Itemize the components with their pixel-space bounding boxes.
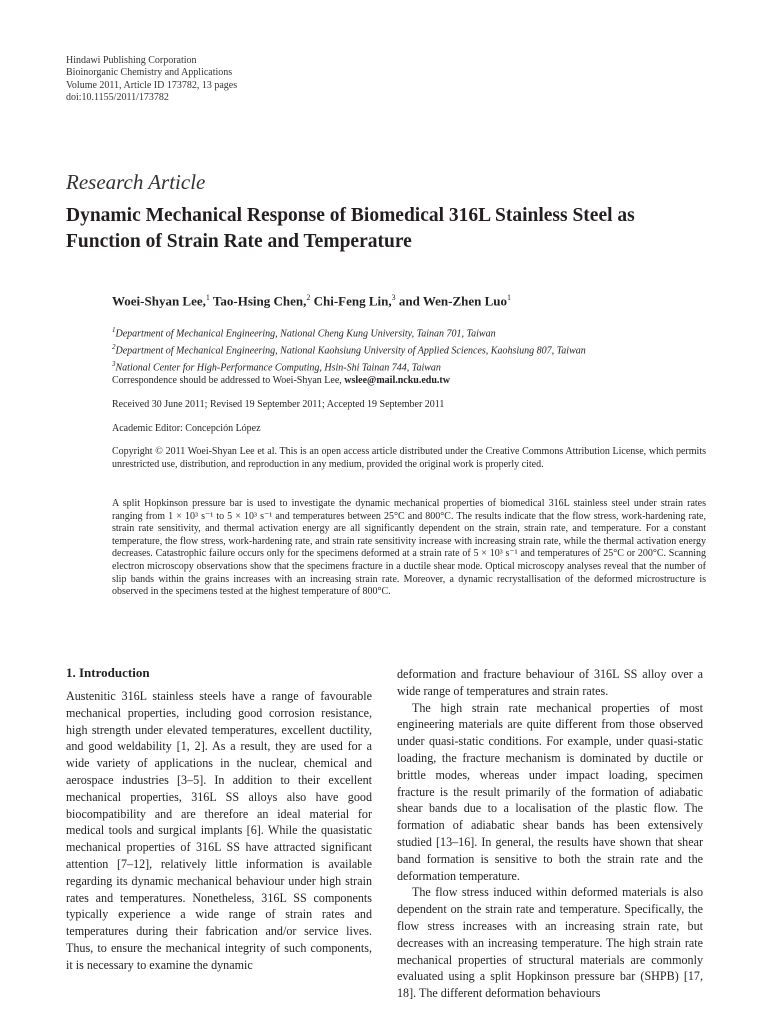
journal-name: Bioinorganic Chemistry and Applications — [66, 67, 233, 79]
right-column — [397, 666, 703, 1002]
doi[interactable]: doi:10.1155/2011/173782 — [66, 91, 169, 103]
correspondence-text: Correspondence should be addressed to Woei-Shyan Lee, — [112, 375, 345, 386]
paragraph: deformation and fracture behaviour of 316L SS alloy over a wide range of temperatures and strain rates. — [397, 667, 703, 698]
author-name: and Wen-Zhen Luo — [395, 293, 508, 309]
author-name: Woei-Shyan Lee, — [112, 293, 206, 309]
article-type: Research Article — [66, 170, 206, 194]
affiliation-number: 1 — [112, 326, 116, 334]
affiliation-number: 2 — [112, 342, 116, 351]
left-column — [66, 688, 372, 974]
paper-title: Dynamic Mechanical Response of Biomedical 316L Stainless Steel as Function of Strain Rate and Temperature — [66, 205, 635, 252]
copyright-notice: Copyright © 2011 Woei-Shyan Lee et al. This is an open access article distributed under the Creative Commons Attribution License, which permits unrestricted use, distribution, and reproduction in any medium, provided the original work is properly cited. — [112, 446, 706, 470]
paragraph: The flow stress induced within deformed materials is also dependent on the strain rate and temperature. Specifically, the flow stress increases with an increasing strain rate, but decreases with an increasing temperature. The high strain rate mechanical properties of structural materials are commonly evaluated using a split Hopkinson pressure bar (SHPB) [17, 18]. The different deformation behaviours — [397, 885, 703, 1001]
abstract — [112, 498, 706, 599]
volume-info: Volume 2011, Article ID 173782, 13 pages — [66, 79, 238, 91]
affiliation-text: Department of Mechanical Engineering, National Cheng Kung University, Tainan 701, Taiwan — [115, 328, 496, 340]
affiliation-text: National Center for High-Performance Computing, Hsin-Shi Tainan 744, Taiwan — [115, 361, 441, 373]
history-dates: Received 30 June 2011; Revised 19 September 2011; Accepted 19 September 2011 — [112, 399, 445, 410]
author-name: Tao-Hsing Chen, — [209, 293, 307, 309]
paragraph: Austenitic 316L stainless steels have a range of favourable mechanical properties, including good corrosion resistance, high strength under elevated temperatures, excellent ductility, and good weldability [1, 2]. As a result, they are used for a wide variety of applications in the nuclear, chemical and aerospace industries [3–5]. In addition to their excellent mechanical properties, 316L SS alloys also have good biocompatibility and are therefore an ideal material for medical tools and surgical implants [6]. While the quasistatic mechanical properties of 316L SS have attracted significant attention [7–12], relatively little information is available regarding its dynamic mechanical behaviour under high strain rates and temperatures. Nonetheless, 316L SS components typically experience a wide range of strain rates and temperatures during their fabrication and/or service lives. Thus, to ensure the mechanical integrity of such components, it is necessary to examine the dynamic — [66, 689, 372, 972]
publisher-name: Hindawi Publishing Corporation — [66, 55, 197, 66]
section-heading: 1. Introduction — [66, 665, 150, 680]
author-name: Chi-Feng Lin, — [310, 293, 392, 309]
journal-header — [66, 55, 237, 104]
paragraph: The high strain rate mechanical properties of most engineering materials are quite different from those observed under quasi-static conditions. For example, under quasi-static loading, the fracture mechanism is dominated by ductile or brittle modes, whereas under impact loading, specimen fracture is the result primarily of the formation of adiabatic shear bands due to a localisation of the plastic flow. The formation of adiabatic shear bands has been extensively studied [13–16]. In general, the results have shown that shear band formation is sensitive to both the strain rate and the deformation temperature. — [397, 700, 703, 883]
academic-editor: Academic Editor: Concepción López — [112, 423, 261, 434]
abstract-text: A split Hopkinson pressure bar is used to investigate the dynamic mechanical properties of biomedical 316L stainless steel under strain rates ranging from 1 × 10³ s⁻¹ to 5 × 10³ s⁻¹ and temperatures between 25°C and 800°C. The results indicate that the flow stress, work-hardening rate, strain rate sensitivity, and thermal activation energy are all significantly dependent on the strain, strain rate, and temperature. For a constant temperature, the flow stress, work-hardening rate, and strain rate sensitivity increase with increasing strain rate, while the thermal activation energy decreases. Catastrophic failure occurs only for the specimens deformed at a strain rate of 5 × 10³ s⁻¹ and temperatures of 25°C or 200°C. Scanning electron microscopy observations show that the specimens fracture in a ductile shear mode. Optical microscopy analyses reveal that the number of slip bands within the grains increases with an increasing strain rate. Moreover, a dynamic recrystallisation of the deformed microstructure is observed in the specimens tested at the highest temperature of 800°C. — [112, 498, 706, 598]
affiliation — [112, 358, 586, 375]
affiliation — [112, 324, 586, 341]
author-list — [112, 293, 511, 309]
affiliation — [112, 341, 586, 358]
correspondence — [112, 375, 706, 388]
author-affiliation-mark: 1 — [205, 293, 210, 302]
affiliation-number: 3 — [112, 359, 116, 368]
author-affiliation-mark: 2 — [306, 293, 311, 302]
author-affiliation-mark: 3 — [391, 293, 396, 302]
author-affiliation-mark: 1 — [507, 293, 512, 302]
correspondence-email[interactable]: wslee@mail.ncku.edu.tw — [344, 375, 450, 386]
affiliation-list — [112, 324, 586, 374]
affiliation-text: Department of Mechanical Engineering, National Kaohsiung University of Applied Sciences, Kaohsiung 807, Taiwan — [115, 345, 586, 357]
